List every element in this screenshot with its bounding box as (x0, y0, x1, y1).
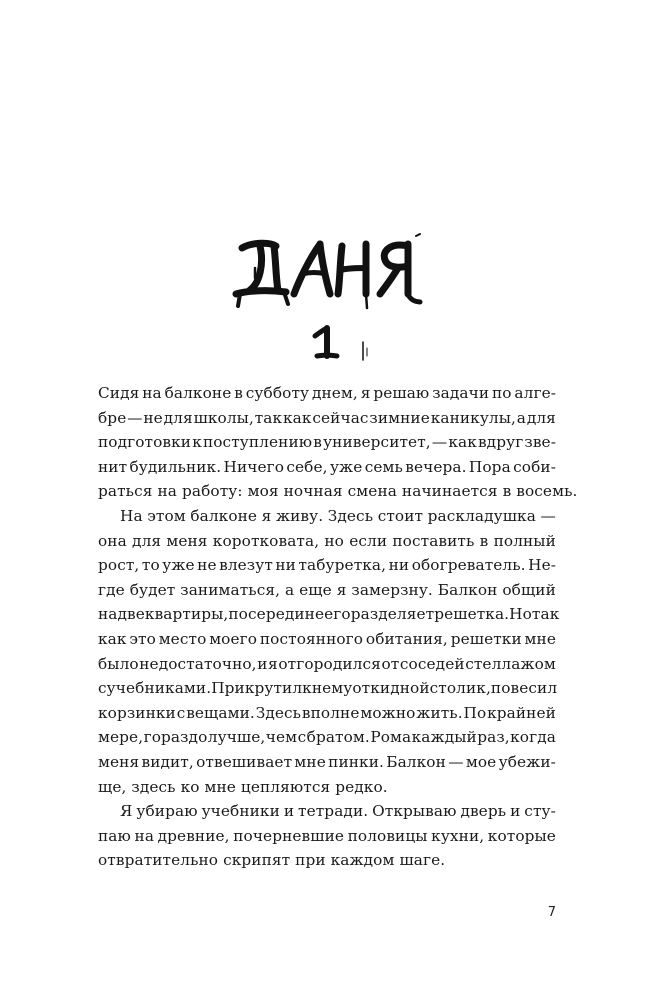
text-line: паю на древние, почерневшие половицы кухни, которые (98, 826, 556, 845)
text-line: было недостаточно, и я отгородился от соседей стеллажом (98, 654, 556, 673)
text-line: бре — не для школы, так как сейчас зимние каникулы, а для (98, 408, 556, 427)
text-line: корзинки с вещами. Здесь вполне можно жить. По крайней (98, 703, 556, 722)
chapter-number (305, 322, 375, 364)
text-line: Сидя на балконе в субботу днем, я решаю задачи по алге- (98, 384, 556, 402)
chapter-title-graffiti (230, 228, 430, 318)
text-line: рост, то уже не влезут ни табуретка, ни обогреватель. Не- (98, 556, 556, 575)
text-line: меня видит, отвешивает мне пинки. Балкон — мое убежи- (98, 752, 556, 771)
text-line: нит будильник. Ничего себе, уже семь вечера. Пора соби- (98, 457, 556, 476)
text-line: отвратительно скрипят при каждом шаге. (98, 851, 446, 870)
page-number: 7 (547, 905, 556, 920)
text-line: с учебниками. Прикрутил к нему откидной столик, повесил (98, 679, 558, 698)
text-line: как это место моего постоянного обитания, решетки мне (98, 629, 556, 648)
text-line: раться на работу: моя ночная смена начинается в восемь. (98, 482, 578, 501)
text-line: ще, здесь ко мне цепляются редко. (98, 777, 388, 796)
chapter-body-text (98, 381, 578, 873)
text-line: на две квартиры, посередине его разделяет решетка. Но так (98, 605, 560, 624)
paragraph (98, 799, 556, 873)
paragraph (98, 381, 578, 504)
text-line: где будет заниматься, а еще я замерзну. Балкон общий (98, 580, 556, 599)
text-line: подготовки к поступлению в университет, — как вдруг зве- (98, 433, 556, 452)
chapter-title (230, 228, 430, 318)
text-line: она для меня коротковата, но если поставить в полный (98, 531, 556, 550)
text-line: На этом балконе я живу. Здесь стоит раскладушка — (120, 506, 556, 525)
text-line: Я убираю учебники и тетради. Открываю дверь и сту- (120, 802, 556, 821)
paragraph (98, 504, 560, 799)
chapter-number-graffiti (305, 322, 375, 364)
text-line: мере, гораздо лучше, чем с братом. Рома каждый раз, когда (98, 728, 556, 747)
